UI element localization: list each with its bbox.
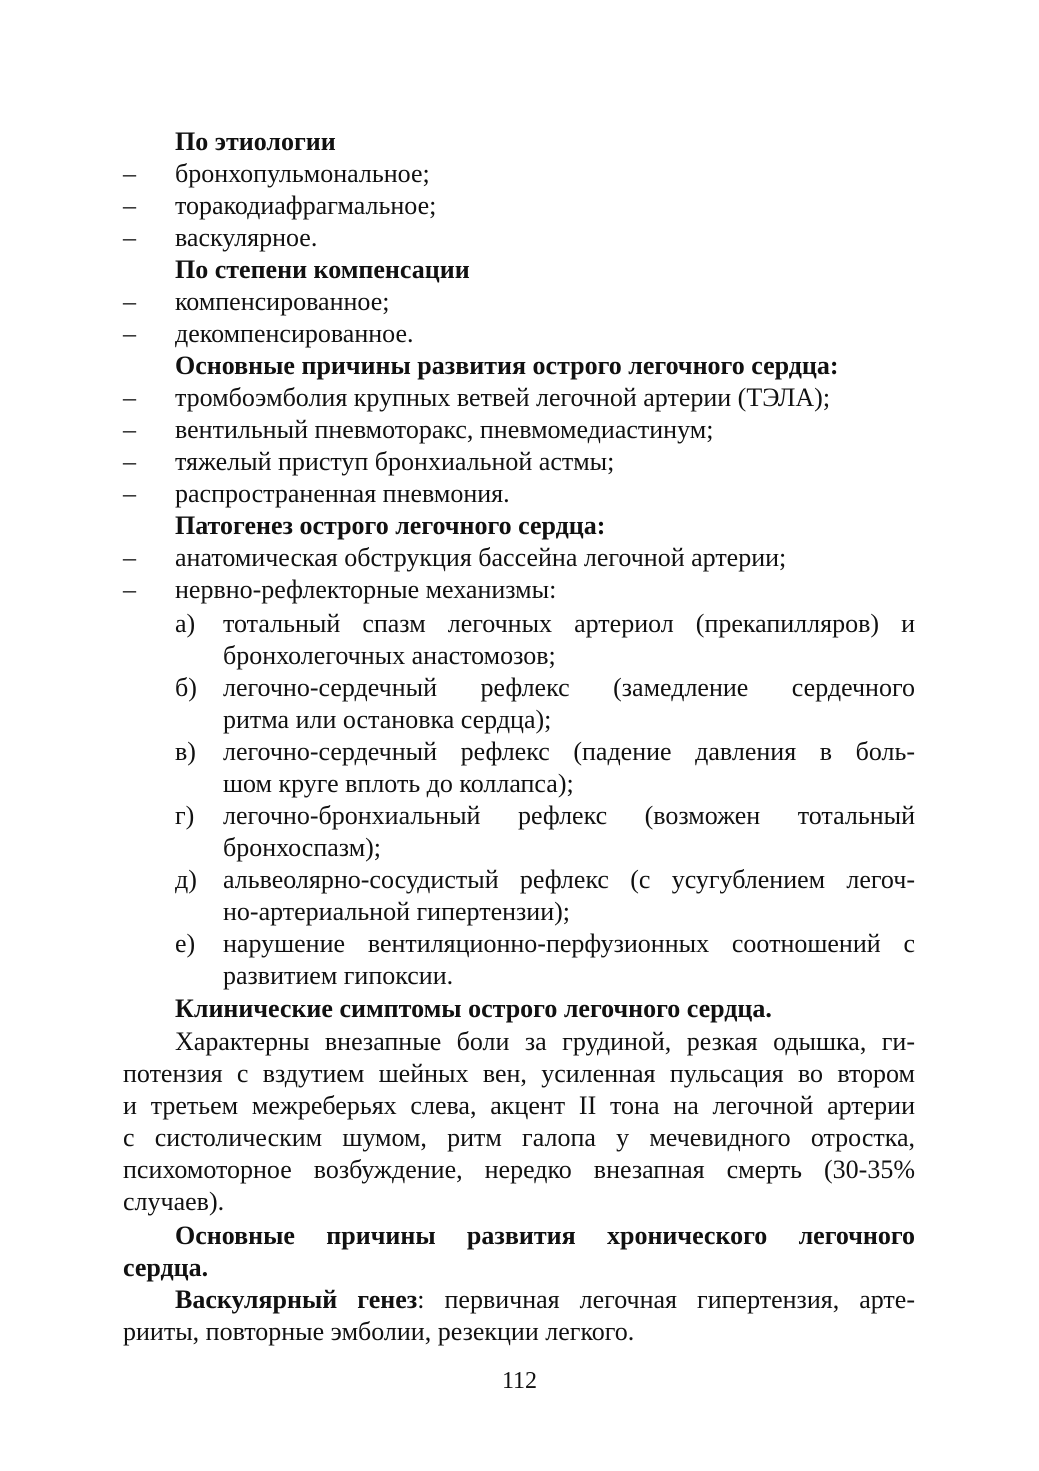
sub-item-text: развитием гипоксии. xyxy=(223,961,454,990)
paragraph-line: потензия с вздутием шейных вен, усиленная пульсация во втором xyxy=(123,1059,915,1088)
list-dash: – xyxy=(123,223,136,252)
sub-item-marker: в) xyxy=(175,737,196,766)
list-dash: – xyxy=(123,415,136,444)
page-number: 112 xyxy=(501,1368,538,1394)
paragraph-line: рииты, повторные эмболии, резекции легкого. xyxy=(123,1317,635,1346)
paragraph-line: и третьем межреберьях слева, акцент II тона на легочной артерии xyxy=(123,1091,915,1120)
section-heading-chronic-cont: сердца. xyxy=(123,1253,209,1282)
paragraph-line-vascular xyxy=(175,1285,915,1315)
list-item: декомпенсированное. xyxy=(175,319,414,348)
sub-item-text: легочно-бронхиальный рефлекс (возможен тотальный xyxy=(223,801,915,830)
list-dash: – xyxy=(123,543,136,572)
sub-item-marker: б) xyxy=(175,673,197,702)
section-heading-etiology: По этиологии xyxy=(175,127,336,156)
section-heading-causes-acute: Основные причины развития острого легочного сердца: xyxy=(175,351,839,380)
list-item: торакодиафрагмальное; xyxy=(175,191,437,220)
paragraph-line: случаев). xyxy=(123,1187,225,1216)
list-dash: – xyxy=(123,287,136,316)
paragraph-line: с систолическим шумом, ритм галопа у мечевидного отростка, xyxy=(123,1123,915,1152)
list-item: нервно-рефлекторные механизмы: xyxy=(175,575,557,604)
sub-item-marker: а) xyxy=(175,609,196,638)
list-item: вентильный пневмоторакс, пневмомедиастинум; xyxy=(175,415,714,444)
sub-item-text: но-артериальной гипертензии); xyxy=(223,897,571,926)
list-dash: – xyxy=(123,159,136,188)
section-heading-compensation: По степени компенсации xyxy=(175,255,470,284)
sub-item-text: ритма или остановка сердца); xyxy=(223,705,552,734)
section-heading-chronic: Основные причины развития хронического легочного xyxy=(175,1221,915,1250)
list-dash: – xyxy=(123,479,136,508)
vascular-text: : первичная легочная гипертензия, арте- xyxy=(417,1285,915,1314)
sub-item-marker: г) xyxy=(175,801,195,830)
sub-item-text: бронхоспазм); xyxy=(223,833,382,862)
section-heading-pathogenesis: Патогенез острого легочного сердца: xyxy=(175,511,606,540)
sub-item-text: бронхолегочных анастомозов; xyxy=(223,641,556,670)
list-dash: – xyxy=(123,447,136,476)
list-item: васкулярное. xyxy=(175,223,318,252)
sub-item-text: шом круге вплоть до коллапса); xyxy=(223,769,574,798)
section-heading-clinical: Клинические симптомы острого легочного сердца. xyxy=(175,994,772,1023)
sub-item-marker: д) xyxy=(175,865,197,894)
list-dash: – xyxy=(123,383,136,412)
list-item: бронхопульмональное; xyxy=(175,159,430,188)
list-item: компенсированное; xyxy=(175,287,390,316)
sub-item-marker: е) xyxy=(175,929,196,958)
paragraph-line: Характерны внезапные боли за грудиной, резкая одышка, ги- xyxy=(175,1027,915,1056)
sub-item-text: альвеолярно-сосудистый рефлекс (с усугублением легоч- xyxy=(223,865,915,894)
list-item: анатомическая обструкция бассейна легочной артерии; xyxy=(175,543,787,572)
list-item: распространенная пневмония. xyxy=(175,479,510,508)
list-item: тяжелый приступ бронхиальной астмы; xyxy=(175,447,615,476)
list-dash: – xyxy=(123,191,136,220)
sub-item-text: нарушение вентиляционно-перфузионных соотношений с xyxy=(223,929,915,958)
paragraph-line: психомоторное возбуждение, нередко внезапная смерть (30-35% xyxy=(123,1155,915,1184)
sub-item-text: легочно-сердечный рефлекс (замедление сердечного xyxy=(223,673,915,702)
sub-item-text: легочно-сердечный рефлекс (падение давления в боль- xyxy=(223,737,915,766)
list-item: тромбоэмболия крупных ветвей легочной артерии (ТЭЛА); xyxy=(175,383,831,412)
list-dash: – xyxy=(123,319,136,348)
sub-item-text: тотальный спазм легочных артериол (прекапилляров) и xyxy=(223,609,915,638)
term-vascular-genesis: Васкулярный генез xyxy=(175,1285,418,1314)
list-dash: – xyxy=(123,575,136,604)
